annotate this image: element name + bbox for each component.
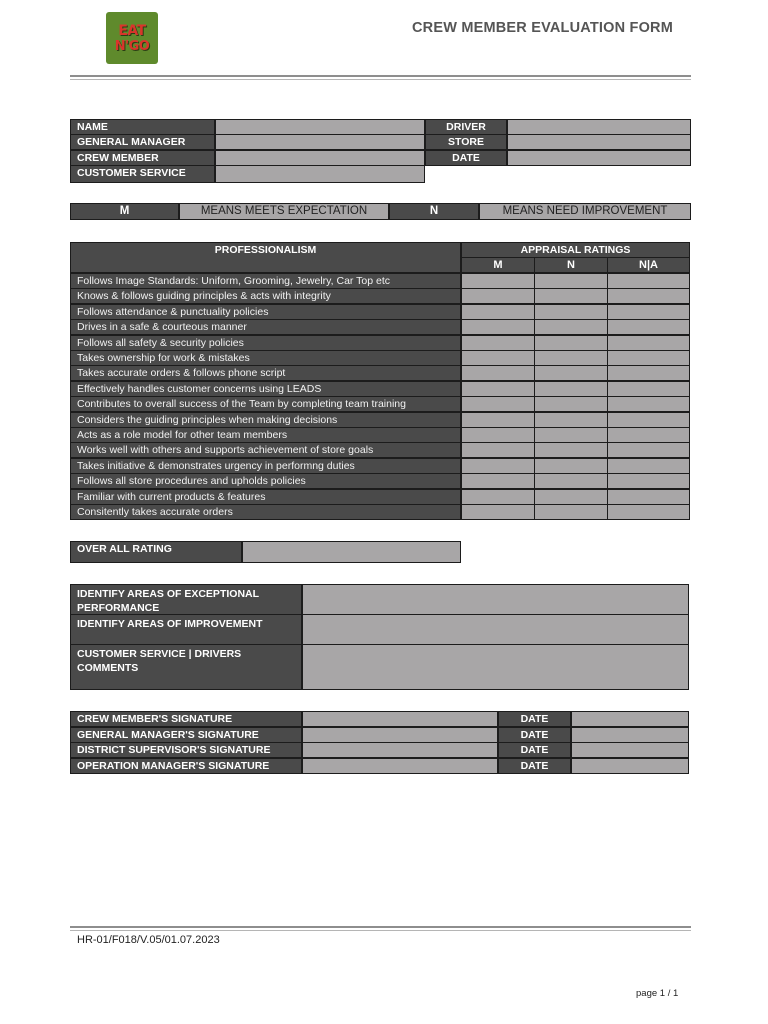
rating-cell-na[interactable] xyxy=(607,335,690,351)
criterion-label: Takes accurate orders & follows phone script xyxy=(70,365,461,381)
rating-column-m: M xyxy=(461,257,535,273)
rating-cell-na[interactable] xyxy=(607,504,690,520)
rating-cell-m[interactable] xyxy=(461,335,535,351)
exceptional-performance-field[interactable] xyxy=(302,584,689,615)
rating-cell-n[interactable] xyxy=(534,504,608,520)
rating-cell-m[interactable] xyxy=(461,412,535,428)
rating-cell-n[interactable] xyxy=(534,412,608,428)
signature-label: GENERAL MANAGER'S SIGNATURE xyxy=(70,727,302,743)
name-field[interactable] xyxy=(215,119,425,135)
rating-cell-m[interactable] xyxy=(461,442,535,458)
info-label-store: STORE xyxy=(425,134,507,150)
overall-rating-label: OVER ALL RATING xyxy=(70,541,242,563)
rating-cell-na[interactable] xyxy=(607,442,690,458)
date-field[interactable] xyxy=(507,150,691,166)
signature-date-label: DATE xyxy=(498,711,571,727)
signature-field[interactable] xyxy=(302,742,498,758)
rating-cell-na[interactable] xyxy=(607,350,690,366)
rating-cell-m[interactable] xyxy=(461,273,535,289)
signature-label: DISTRICT SUPERVISOR'S SIGNATURE xyxy=(70,742,302,758)
improvement-areas-label: IDENTIFY AREAS OF IMPROVEMENT xyxy=(70,614,302,645)
rating-cell-n[interactable] xyxy=(534,473,608,489)
rating-cell-n[interactable] xyxy=(534,381,608,397)
form-title: CREW MEMBER EVALUATION FORM xyxy=(412,20,674,36)
rating-cell-m[interactable] xyxy=(461,458,535,474)
rating-cell-m[interactable] xyxy=(461,365,535,381)
rating-cell-m[interactable] xyxy=(461,319,535,335)
logo-line-2: N'GO xyxy=(114,38,150,54)
rating-cell-n[interactable] xyxy=(534,273,608,289)
logo-line-1: EAT xyxy=(118,22,146,39)
legend-n-code: N xyxy=(389,203,479,220)
info-label-customer-service: CUSTOMER SERVICE xyxy=(70,165,215,183)
signature-date-label: DATE xyxy=(498,758,571,774)
rating-cell-n[interactable] xyxy=(534,319,608,335)
criterion-label: Follows all store procedures and upholds policies xyxy=(70,473,461,489)
customer-service-comments-label: CUSTOMER SERVICE | DRIVERS COMMENTS xyxy=(70,644,302,690)
eat-n-go-logo xyxy=(106,12,158,64)
criterion-label: Effectively handles customer concerns using LEADS xyxy=(70,381,461,397)
signature-date-field[interactable] xyxy=(571,727,689,743)
signature-label: CREW MEMBER'S SIGNATURE xyxy=(70,711,302,727)
rating-cell-m[interactable] xyxy=(461,304,535,320)
rating-cell-na[interactable] xyxy=(607,427,690,443)
general-manager-field[interactable] xyxy=(215,134,425,150)
rating-cell-na[interactable] xyxy=(607,381,690,397)
signature-date-field[interactable] xyxy=(571,711,689,727)
criterion-label: Consitently takes accurate orders xyxy=(70,504,461,520)
rating-cell-na[interactable] xyxy=(607,458,690,474)
signature-field[interactable] xyxy=(302,727,498,743)
info-label-driver: DRIVER xyxy=(425,119,507,135)
rating-cell-n[interactable] xyxy=(534,350,608,366)
info-label-general-manager: GENERAL MANAGER xyxy=(70,134,215,150)
rating-cell-m[interactable] xyxy=(461,350,535,366)
rating-cell-na[interactable] xyxy=(607,489,690,505)
customer-service-field[interactable] xyxy=(215,165,425,183)
page-number: page 1 / 1 xyxy=(636,988,679,999)
driver-field[interactable] xyxy=(507,119,691,135)
store-field[interactable] xyxy=(507,134,691,150)
improvement-areas-field[interactable] xyxy=(302,614,689,645)
customer-service-comments-field[interactable] xyxy=(302,644,689,690)
rating-cell-m[interactable] xyxy=(461,473,535,489)
info-label-date: DATE xyxy=(425,150,507,166)
criterion-label: Knows & follows guiding principles & acts with integrity xyxy=(70,288,461,304)
legend-n-text: MEANS NEED IMPROVEMENT xyxy=(479,203,691,220)
criterion-label: Follows Image Standards: Uniform, Grooming, Jewelry, Car Top etc xyxy=(70,273,461,289)
rating-cell-m[interactable] xyxy=(461,288,535,304)
criterion-label: Takes ownership for work & mistakes xyxy=(70,350,461,366)
signature-date-field[interactable] xyxy=(571,742,689,758)
rating-cell-n[interactable] xyxy=(534,489,608,505)
criterion-label: Considers the guiding principles when making decisions xyxy=(70,412,461,428)
criterion-label: Takes initiative & demonstrates urgency in performng duties xyxy=(70,458,461,474)
signature-field[interactable] xyxy=(302,758,498,774)
rating-cell-m[interactable] xyxy=(461,489,535,505)
crew-member-field[interactable] xyxy=(215,150,425,166)
criterion-label: Drives in a safe & courteous manner xyxy=(70,319,461,335)
legend-m-code: M xyxy=(70,203,179,220)
legend-m-text: MEANS MEETS EXPECTATION xyxy=(179,203,389,220)
rating-cell-n[interactable] xyxy=(534,427,608,443)
overall-rating-field[interactable] xyxy=(242,541,461,563)
rating-cell-m[interactable] xyxy=(461,427,535,443)
rating-cell-n[interactable] xyxy=(534,458,608,474)
rating-column-n: N xyxy=(534,257,608,273)
rating-cell-na[interactable] xyxy=(607,319,690,335)
rating-cell-n[interactable] xyxy=(534,442,608,458)
criterion-label: Contributes to overall success of the Team by completing team training xyxy=(70,396,461,412)
rating-cell-na[interactable] xyxy=(607,396,690,412)
criterion-label: Follows attendance & punctuality policies xyxy=(70,304,461,320)
header-divider xyxy=(70,75,691,80)
criterion-label: Acts as a role model for other team members xyxy=(70,427,461,443)
info-label-crew-member: CREW MEMBER xyxy=(70,150,215,166)
rating-cell-na[interactable] xyxy=(607,273,690,289)
rating-cell-n[interactable] xyxy=(534,304,608,320)
signature-label: OPERATION MANAGER'S SIGNATURE xyxy=(70,758,302,774)
signature-date-label: DATE xyxy=(498,727,571,743)
criterion-label: Familiar with current products & features xyxy=(70,489,461,505)
info-label-name: NAME xyxy=(70,119,215,135)
rating-cell-na[interactable] xyxy=(607,473,690,489)
signature-field[interactable] xyxy=(302,711,498,727)
rating-cell-m[interactable] xyxy=(461,396,535,412)
rating-column-na: N|A xyxy=(607,257,690,273)
signature-date-label: DATE xyxy=(498,742,571,758)
rating-cell-m[interactable] xyxy=(461,381,535,397)
appraisal-ratings-header: APPRAISAL RATINGS xyxy=(461,242,690,258)
criterion-label: Works well with others and supports achievement of store goals xyxy=(70,442,461,458)
rating-cell-na[interactable] xyxy=(607,412,690,428)
rating-cell-na[interactable] xyxy=(607,365,690,381)
rating-cell-na[interactable] xyxy=(607,304,690,320)
exceptional-performance-label: IDENTIFY AREAS OF EXCEPTIONAL PERFORMANCE xyxy=(70,584,302,615)
rating-cell-n[interactable] xyxy=(534,288,608,304)
rating-cell-na[interactable] xyxy=(607,288,690,304)
professionalism-header: PROFESSIONALISM xyxy=(70,242,461,273)
rating-cell-n[interactable] xyxy=(534,365,608,381)
document-code: HR-01/F018/V.05/01.07.2023 xyxy=(77,934,220,946)
rating-cell-n[interactable] xyxy=(534,335,608,351)
rating-cell-m[interactable] xyxy=(461,504,535,520)
criterion-label: Follows all safety & security policies xyxy=(70,335,461,351)
rating-cell-n[interactable] xyxy=(534,396,608,412)
footer-divider xyxy=(70,926,691,931)
signature-date-field[interactable] xyxy=(571,758,689,774)
